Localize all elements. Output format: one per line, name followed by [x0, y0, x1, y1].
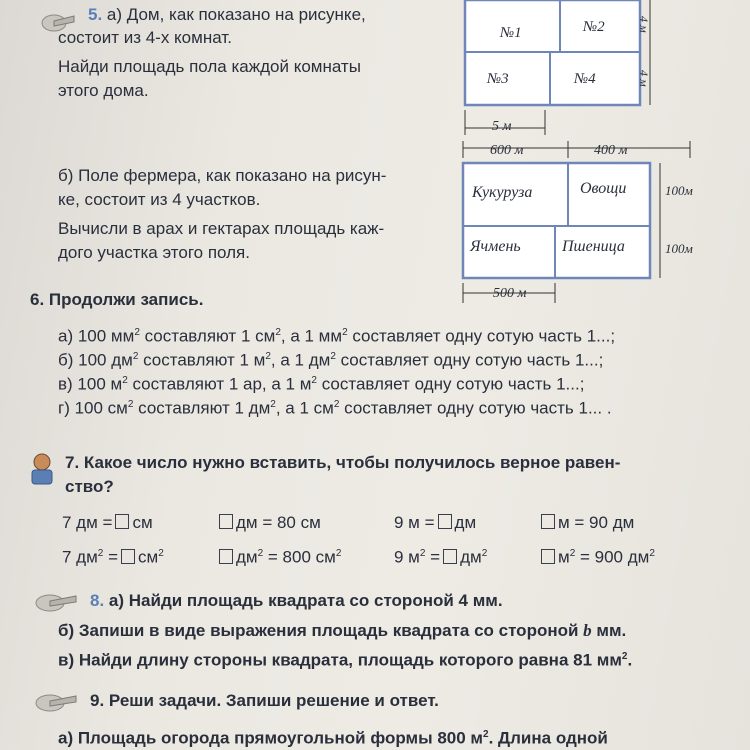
task5b-line4: дого участка этого поля.: [58, 243, 250, 262]
task7-r1c4: м = 90 дм: [538, 512, 634, 534]
field-bottom-label: 500 м: [493, 286, 527, 301]
task5-line1: 5. а) Дом, как показано на рисунке,: [88, 5, 366, 24]
task6-title: 6. Продолжи запись.: [30, 290, 204, 309]
room-3: №3: [487, 71, 509, 87]
house-width-label: 5 м: [492, 119, 512, 134]
task8-c: в) Найди длину стороны квадрата, площадь которого равна 81 $мм^2$.: [58, 650, 633, 670]
task6-item-c: в) 100 $м^2$ составляют 1 ар, а 1 $м^2$ составляет одну сотую часть 1...;: [58, 374, 585, 394]
task7-r2c2: $дм^2 = 800$ $см^2$: [216, 543, 341, 569]
task5b-line1: б) Поле фермера, как показано на рисун-: [58, 166, 387, 185]
task9-line1: 9. Реши задачи. Запиши решение и ответ.: [90, 691, 439, 710]
student-icon: [28, 452, 56, 486]
task8-b: б) Запиши в виде выражения площадь квадрата со стороной b мм.: [58, 621, 627, 640]
task5b-line3: Вычисли в арах и гектарах площадь каж-: [58, 219, 385, 238]
pencil-icon: [34, 692, 78, 714]
task5-line3: Найди площадь пола каждой комнаты: [58, 57, 361, 76]
task7-line2: ство?: [65, 477, 114, 496]
task8-a: 8. а) Найди площадь квадрата со стороной 4 мм.: [90, 591, 503, 610]
task7-r2c3: 9 $м^2 = дм^2$: [394, 547, 488, 567]
blank-box[interactable]: [443, 549, 457, 564]
room-2: №2: [583, 19, 605, 35]
task7-r1c3: 9 м = дм: [394, 513, 477, 532]
field-right-bottom-label: 100м: [665, 241, 693, 256]
plot-corn: Кукуруза: [472, 184, 533, 201]
blank-box[interactable]: [219, 549, 233, 564]
task9-a: а) Площадь огорода прямоугольной формы 800 $м^2$. Длина одной: [58, 728, 608, 748]
blank-box[interactable]: [121, 549, 135, 564]
task6-item-d: г) 100 $см^2$ составляют 1 $дм^2$, а 1 $см^2$ составляет одну сотую часть 1... .: [58, 398, 612, 418]
task5-line2: состоит из 4-х комнат.: [58, 28, 232, 47]
task5b-line2: ке, состоит из 4 участков.: [58, 190, 261, 209]
field-top-right-label: 400 м: [594, 143, 628, 158]
blank-box[interactable]: [438, 514, 452, 529]
blank-box[interactable]: [115, 514, 129, 529]
task7-r1c1: 7 дм = см: [62, 513, 153, 532]
task5-line4: этого дома.: [58, 81, 149, 100]
blank-box[interactable]: [541, 549, 555, 564]
room-4: №4: [574, 71, 596, 87]
house-side-top-label: 4 м: [637, 16, 651, 33]
task6-item-b: б) 100 $дм^2$ составляют 1 $м^2$, а 1 $дм^2$ составляет одну сотую часть 1...;: [58, 350, 604, 370]
plot-wheat: Пшеница: [562, 238, 625, 255]
task7-r2c4: $м^2 = 900$ $дм^2$: [538, 543, 655, 569]
task7-line1: 7. Какое число нужно вставить, чтобы получилось верное равен-: [65, 453, 621, 472]
plot-vegetables: Овощи: [580, 180, 627, 197]
room-1: №1: [500, 25, 522, 41]
task6-item-a: а) 100 $мм^2$ составляют 1 $см^2$, а 1 $мм^2$ составляет одну сотую часть 1...;: [58, 326, 616, 346]
blank-box[interactable]: [219, 514, 233, 529]
task7-r2c1: 7 $дм^2 = см^2$: [62, 547, 164, 567]
plot-barley: Ячмень: [470, 238, 521, 255]
house-side-bottom-label: 4 м: [637, 70, 651, 87]
field-right-top-label: 100м: [665, 183, 693, 198]
pencil-icon: [34, 592, 78, 614]
task7-r1c2: дм = 80 см: [216, 512, 321, 534]
field-top-left-label: 600 м: [490, 143, 524, 158]
blank-box[interactable]: [541, 514, 555, 529]
